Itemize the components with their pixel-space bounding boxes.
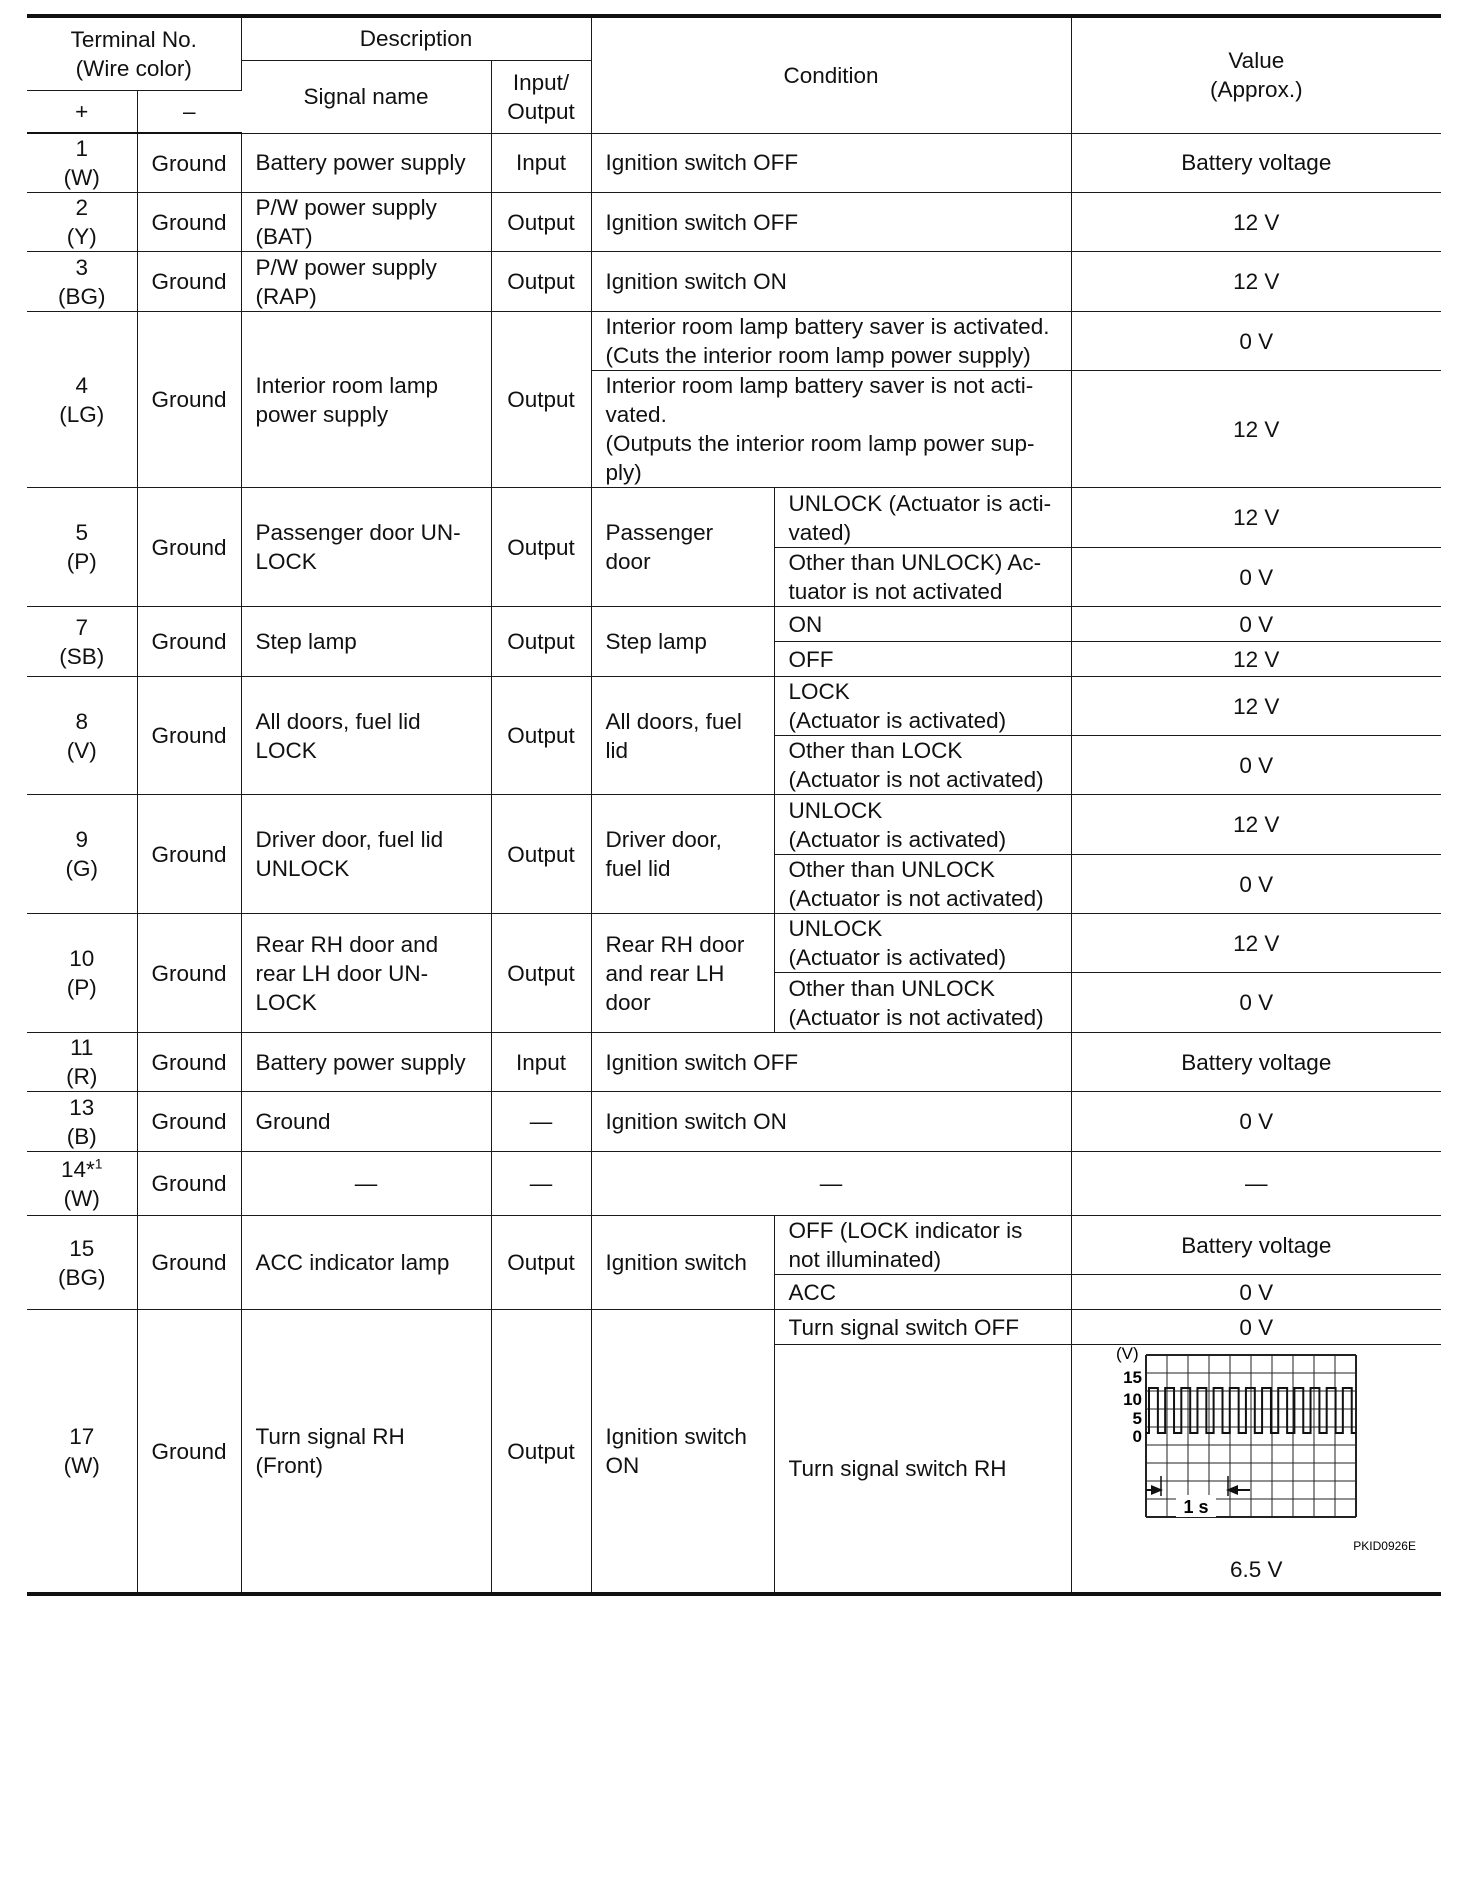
ground-cell: Ground xyxy=(137,1092,241,1152)
io-cell: Input xyxy=(491,133,591,193)
header-condition: Condition xyxy=(591,16,1071,133)
wire-color: (LG) xyxy=(59,401,105,427)
sub-condition-cell: ACC xyxy=(774,1275,1071,1310)
io-cell: Output xyxy=(491,914,591,1033)
condition-cell: Driver door, fuel lid xyxy=(591,795,774,914)
value-cell: Battery voltage xyxy=(1071,1033,1441,1092)
header-description: Description xyxy=(241,16,591,60)
ground-cell: Ground xyxy=(137,914,241,1033)
waveform-tick-label: 0 xyxy=(1132,1427,1143,1446)
waveform-value: 6.5 V xyxy=(1230,1557,1283,1582)
value-cell: 0 V xyxy=(1071,736,1441,795)
header-value xyxy=(1071,16,1441,133)
io-cell: — xyxy=(491,1092,591,1152)
value-cell: 0 V xyxy=(1071,607,1441,642)
terminal-cell xyxy=(27,677,137,795)
wire-color: (V) xyxy=(66,737,97,763)
terminal-number: 1 xyxy=(75,136,88,161)
condition-cell: Ignition switch OFF xyxy=(591,1033,1071,1092)
wire-color: (B) xyxy=(66,1123,97,1149)
table-body xyxy=(27,133,1441,1594)
terminal-cell xyxy=(27,1216,137,1310)
sub-condition-cell: Other than LOCK (Actuator is not activated) xyxy=(774,736,1071,795)
wire-color: (P) xyxy=(66,975,97,1000)
ground-cell: Ground xyxy=(137,1152,241,1216)
signal-name-cell: Interior room lamp power supply xyxy=(241,312,491,488)
value-cell-waveform xyxy=(1071,1345,1441,1595)
value-cell: 12 V xyxy=(1071,371,1441,488)
io-cell: Output xyxy=(491,1216,591,1310)
wire-color: (BG) xyxy=(58,1264,106,1290)
ground-cell: Ground xyxy=(137,1310,241,1595)
value-cell: 12 V xyxy=(1071,488,1441,548)
condition-cell: Interior room lamp battery saver is not acti- vated. (Outputs the interior room lamp power sup- ply) xyxy=(591,371,1071,488)
waveform-tick-label: 5 xyxy=(1132,1409,1143,1428)
value-cell: 12 V xyxy=(1071,914,1441,973)
signal-name-cell: Turn signal RH (Front) xyxy=(241,1310,491,1595)
wire-color: (W) xyxy=(63,1453,100,1478)
terminal-cell xyxy=(27,1152,137,1216)
sub-condition-cell: UNLOCK (Actuator is activated) xyxy=(774,795,1071,855)
io-cell: Output xyxy=(491,488,591,607)
terminal-cell xyxy=(27,252,137,312)
condition-cell: Ignition switch OFF xyxy=(591,133,1071,193)
terminal-number: 15 xyxy=(69,1235,95,1261)
condition-cell: Ignition switch ON xyxy=(591,252,1071,312)
wire-color: (SB) xyxy=(59,643,105,669)
terminal-number: 5 xyxy=(75,520,88,545)
io-cell: — xyxy=(491,1152,591,1216)
value-cell: Battery voltage xyxy=(1071,133,1441,193)
sub-condition-cell: Other than UNLOCK (Actuator is not activated) xyxy=(774,973,1071,1033)
terminal-number: 9 xyxy=(75,827,88,852)
terminal-table xyxy=(27,14,1441,1596)
table-row xyxy=(27,488,1441,548)
terminal-number: 2 xyxy=(75,195,88,220)
value-cell: 0 V xyxy=(1071,548,1441,607)
ground-cell: Ground xyxy=(137,1216,241,1310)
terminal-cell xyxy=(27,607,137,677)
terminal-cell xyxy=(27,914,137,1033)
terminal-number: 14* xyxy=(60,1156,95,1182)
header-plus: + xyxy=(27,90,137,133)
table-row xyxy=(27,1216,1441,1275)
header-value-label: Value xyxy=(1228,48,1285,74)
sub-condition-cell: UNLOCK (Actuator is acti- vated) xyxy=(774,488,1071,548)
sub-condition-cell: UNLOCK (Actuator is activated) xyxy=(774,914,1071,973)
sub-condition-cell: OFF xyxy=(774,642,1071,677)
waveform-tick-label: 15 xyxy=(1123,1368,1143,1387)
terminal-number: 3 xyxy=(75,254,88,280)
sub-condition-cell: Turn signal switch OFF xyxy=(774,1310,1071,1345)
ground-cell: Ground xyxy=(137,677,241,795)
table-row xyxy=(27,1092,1441,1152)
header-minus: – xyxy=(137,90,241,133)
condition-cell: Passenger door xyxy=(591,488,774,607)
terminal-cell xyxy=(27,193,137,252)
wire-color: (P) xyxy=(66,549,97,574)
ground-cell: Ground xyxy=(137,1033,241,1092)
io-cell: Output xyxy=(491,252,591,312)
wire-color: (Y) xyxy=(66,224,97,249)
signal-name-cell: Ground xyxy=(241,1092,491,1152)
terminal-number: 11 xyxy=(70,1035,94,1060)
io-cell: Output xyxy=(491,312,591,488)
value-cell: 0 V xyxy=(1071,312,1441,371)
ground-cell: Ground xyxy=(137,252,241,312)
value-cell: 12 V xyxy=(1071,252,1441,312)
condition-cell: — xyxy=(591,1152,1071,1216)
signal-name-cell: Battery power supply xyxy=(241,1033,491,1092)
sub-condition-cell: ON xyxy=(774,607,1071,642)
table-row xyxy=(27,914,1441,973)
terminal-number: 8 xyxy=(75,708,88,734)
sub-condition-cell: Other than UNLOCK (Actuator is not activated) xyxy=(774,855,1071,914)
terminal-cell xyxy=(27,1092,137,1152)
wire-color: (R) xyxy=(66,1064,98,1089)
value-cell: — xyxy=(1071,1152,1441,1216)
signal-name-cell: Rear RH door and rear LH door UN- LOCK xyxy=(241,914,491,1033)
io-cell: Output xyxy=(491,677,591,795)
wire-color: (W) xyxy=(63,1185,100,1211)
terminal-table-container xyxy=(27,14,1441,1596)
signal-name-cell: Driver door, fuel lid UNLOCK xyxy=(241,795,491,914)
io-cell: Output xyxy=(491,193,591,252)
ground-cell: Ground xyxy=(137,133,241,193)
ground-cell: Ground xyxy=(137,795,241,914)
ground-cell: Ground xyxy=(137,312,241,488)
wire-color: (BG) xyxy=(58,283,106,309)
value-cell: 12 V xyxy=(1071,642,1441,677)
terminal-cell xyxy=(27,1033,137,1092)
table-row xyxy=(27,1310,1441,1345)
table-row xyxy=(27,1152,1441,1216)
terminal-cell xyxy=(27,488,137,607)
io-cell: Input xyxy=(491,1033,591,1092)
io-cell: Output xyxy=(491,1310,591,1595)
signal-name-cell: All doors, fuel lid LOCK xyxy=(241,677,491,795)
io-cell: Output xyxy=(491,607,591,677)
value-cell: 0 V xyxy=(1071,1092,1441,1152)
signal-name-cell: ACC indicator lamp xyxy=(241,1216,491,1310)
terminal-number: 13 xyxy=(69,1094,95,1120)
terminal-number: 17 xyxy=(69,1424,95,1449)
signal-name-cell: — xyxy=(241,1152,491,1216)
condition-cell: Ignition switch ON xyxy=(591,1092,1071,1152)
value-cell: 12 V xyxy=(1071,795,1441,855)
header-approx: (Approx.) xyxy=(1210,77,1303,103)
signal-name-cell: P/W power supply (BAT) xyxy=(241,193,491,252)
io-cell: Output xyxy=(491,795,591,914)
table-row xyxy=(27,677,1441,736)
table-row xyxy=(27,1033,1441,1092)
sub-condition-cell: Turn signal switch RH xyxy=(774,1345,1071,1595)
ground-cell: Ground xyxy=(137,193,241,252)
terminal-number: 10 xyxy=(69,946,95,971)
value-cell: Battery voltage xyxy=(1071,1216,1441,1275)
turn-signal-waveform xyxy=(1091,1345,1421,1555)
terminal-cell xyxy=(27,1310,137,1595)
sub-condition-cell: LOCK (Actuator is activated) xyxy=(774,677,1071,736)
sub-condition-cell: Other than UNLOCK) Ac- tuator is not activated xyxy=(774,548,1071,607)
value-cell: 12 V xyxy=(1071,677,1441,736)
value-cell: 0 V xyxy=(1071,1275,1441,1310)
signal-name-cell: P/W power supply (RAP) xyxy=(241,252,491,312)
terminal-cell xyxy=(27,133,137,193)
value-cell: 12 V xyxy=(1071,193,1441,252)
signal-name-cell: Step lamp xyxy=(241,607,491,677)
table-row xyxy=(27,193,1441,252)
header-terminal-no: Terminal No. xyxy=(70,26,197,52)
header-input-output: Input/ Output xyxy=(491,60,591,133)
terminal-number: 7 xyxy=(75,614,88,640)
table-row xyxy=(27,607,1441,642)
wire-color: (W) xyxy=(63,165,100,190)
waveform-unit: (V) xyxy=(1116,1345,1139,1363)
sub-condition-cell: OFF (LOCK indicator is not illuminated) xyxy=(774,1216,1071,1275)
table-row xyxy=(27,252,1441,312)
condition-cell: Interior room lamp battery saver is activated. (Cuts the interior room lamp power supply) xyxy=(591,312,1071,371)
signal-name-cell: Passenger door UN- LOCK xyxy=(241,488,491,607)
wire-color: (G) xyxy=(65,856,98,881)
header-wire-color: (Wire color) xyxy=(75,55,192,81)
header-terminal xyxy=(27,16,241,90)
header-signal-name: Signal name xyxy=(241,60,491,133)
value-cell: 0 V xyxy=(1071,973,1441,1033)
signal-name-cell: Battery power supply xyxy=(241,133,491,193)
table-row xyxy=(27,133,1441,193)
terminal-cell xyxy=(27,312,137,488)
waveform-tick-label: 10 xyxy=(1123,1390,1143,1409)
footnote-marker: 1 xyxy=(94,1155,103,1171)
ground-cell: Ground xyxy=(137,607,241,677)
figure-code: PKID0926E xyxy=(1353,1539,1417,1553)
terminal-number: 4 xyxy=(75,372,88,398)
waveform-time-label: 1 s xyxy=(1183,1497,1209,1517)
condition-cell: Ignition switch OFF xyxy=(591,193,1071,252)
condition-cell: Rear RH door and rear LH door xyxy=(591,914,774,1033)
condition-cell: Ignition switch ON xyxy=(591,1310,774,1595)
table-row xyxy=(27,795,1441,855)
condition-cell: Ignition switch xyxy=(591,1216,774,1310)
condition-cell: Step lamp xyxy=(591,607,774,677)
value-cell: 0 V xyxy=(1071,1310,1441,1345)
condition-cell: All doors, fuel lid xyxy=(591,677,774,795)
ground-cell: Ground xyxy=(137,488,241,607)
terminal-cell xyxy=(27,795,137,914)
table-row xyxy=(27,312,1441,371)
value-cell: 0 V xyxy=(1071,855,1441,914)
